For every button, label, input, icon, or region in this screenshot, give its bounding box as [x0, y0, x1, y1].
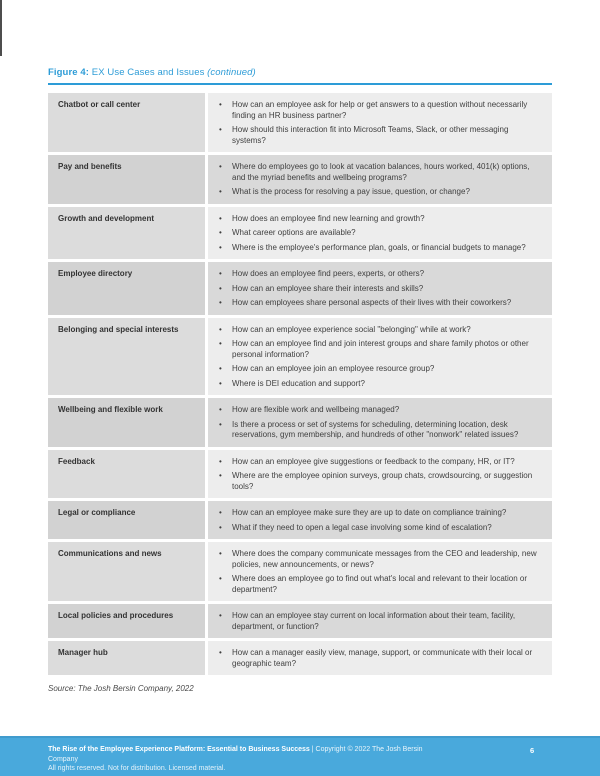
list-item: [216, 284, 542, 295]
bullet-icon: •: [219, 648, 222, 657]
question-text: Where does an employee go to find out what's local and relevant to their location or department?: [232, 574, 528, 594]
use-cases-table: [48, 93, 552, 675]
list-item: [216, 471, 542, 492]
question-text: Where does the company communicate messages from the CEO and leadership, new policies, new announcements, or news?: [232, 549, 537, 569]
bullet-icon: •: [219, 324, 222, 334]
bullet-icon: •: [219, 100, 222, 109]
list-item: [216, 379, 542, 390]
page-number: 6: [530, 746, 535, 755]
question-text: What career options are available?: [232, 228, 356, 237]
row-category: Chatbot or call center: [48, 93, 205, 152]
bullet-icon: •: [219, 339, 222, 348]
table-row-communications: [48, 542, 552, 601]
list-item: [216, 325, 542, 336]
question-text: How can an employee give suggestions or feedback to the company, HR, or IT?: [232, 456, 515, 466]
list-item: [216, 405, 542, 416]
list-item: [216, 420, 542, 441]
bullet-icon: •: [219, 456, 222, 466]
row-questions: [208, 604, 552, 638]
bullet-icon: •: [219, 611, 222, 620]
question-text: How does an employee find peers, experts, or others?: [232, 269, 425, 278]
page-edge-artifact: [0, 0, 2, 56]
question-text: What if they need to open a legal case involving some kind of escalation?: [232, 522, 492, 532]
table-row-chatbot: [48, 93, 552, 152]
bullet-icon: •: [219, 125, 222, 134]
footer-separator: |: [309, 746, 316, 753]
question-text: Where is the employee's performance plan, goals, or financial budgets to manage?: [232, 242, 526, 252]
row-questions: [208, 450, 552, 499]
list-item: [216, 100, 542, 121]
row-questions: [208, 207, 552, 260]
question-text: How can an employee share their interests and skills?: [232, 283, 424, 293]
question-text: Where do employees go to look at vacation balances, hours worked, 401(k) options, and the myriad benefits and wellbeing programs?: [232, 162, 530, 182]
row-category: Feedback: [48, 450, 205, 499]
bullet-icon: •: [219, 298, 222, 307]
question-text: How can a manager easily view, manage, support, or communicate with their local or geographic team?: [232, 648, 533, 668]
table-row-pay-benefits: [48, 155, 552, 204]
list-item: [216, 549, 542, 570]
list-item: [216, 187, 542, 198]
figure-title: [48, 0, 552, 78]
row-category: Employee directory: [48, 262, 205, 315]
question-text: How can an employee ask for help or get answers to a question without necessarily finding an HR business partner?: [232, 100, 528, 120]
bullet-icon: •: [219, 508, 222, 517]
row-questions: [208, 155, 552, 204]
question-text: How can an employee experience social "belonging" while at work?: [232, 324, 471, 334]
list-item: [216, 125, 542, 146]
bullet-icon: •: [219, 187, 222, 196]
row-questions: [208, 262, 552, 315]
table-row-local-policies: [48, 604, 552, 638]
list-item: [216, 298, 542, 309]
row-category: Pay and benefits: [48, 155, 205, 204]
table-row-manager-hub: [48, 641, 552, 675]
figure-continued-note: (continued): [207, 67, 256, 78]
question-text: Where is DEI education and support?: [232, 378, 365, 388]
list-item: [216, 574, 542, 595]
list-item: [216, 523, 542, 534]
table-row-directory: [48, 262, 552, 315]
list-item: [216, 339, 542, 360]
bullet-icon: •: [219, 283, 222, 293]
bullet-icon: •: [219, 471, 222, 480]
table-row-legal: [48, 501, 552, 539]
question-text: How can employees share personal aspects of their lives with their coworkers?: [232, 298, 512, 307]
row-category: Manager hub: [48, 641, 205, 675]
footer-line1: [48, 745, 448, 764]
list-item: [216, 611, 542, 632]
title-divider: [48, 83, 552, 85]
figure-title-text: EX Use Cases and Issues: [91, 67, 208, 78]
row-category: Legal or compliance: [48, 501, 205, 539]
list-item: [216, 228, 542, 239]
figure-label: Figure 4:: [48, 67, 92, 78]
footer-bar: [0, 736, 600, 776]
bullet-icon: •: [219, 522, 222, 532]
bullet-icon: •: [219, 405, 222, 414]
footer-doc-title: The Rise of the Employee Experience Platform: Essential to Business Success: [48, 746, 310, 753]
table-row-feedback: [48, 450, 552, 499]
list-item: [216, 162, 542, 183]
page-content: [48, 0, 552, 693]
question-text: How can an employee join an employee resource group?: [232, 364, 435, 373]
row-category: Growth and development: [48, 207, 205, 260]
source-note: Source: The Josh Bersin Company, 2022: [48, 684, 194, 693]
bullet-icon: •: [219, 228, 222, 237]
footer-copyright: Copyright © 2022 The Josh Bersin Company: [48, 746, 423, 763]
bullet-icon: •: [219, 364, 222, 373]
list-item: [216, 269, 542, 280]
list-item: [216, 243, 542, 254]
footer-text: [48, 745, 448, 774]
row-questions: [208, 501, 552, 539]
question-text: What is the process for resolving a pay issue, question, or change?: [232, 187, 470, 196]
bullet-icon: •: [219, 574, 222, 583]
question-text: How can an employee find and join interest groups and share family photos or other personal information?: [232, 339, 529, 359]
row-questions: [208, 542, 552, 601]
question-text: Where are the employee opinion surveys, group chats, crowdsourcing, or suggestion tools?: [232, 471, 533, 491]
bullet-icon: •: [219, 549, 222, 558]
bullet-icon: •: [219, 162, 222, 171]
bullet-icon: •: [219, 378, 222, 388]
row-questions: [208, 398, 552, 447]
question-text: How can an employee make sure they are up to date on compliance training?: [232, 508, 507, 517]
table-row-growth: [48, 207, 552, 260]
bullet-icon: •: [219, 242, 222, 252]
bullet-icon: •: [219, 419, 222, 429]
table-row-belonging: [48, 318, 552, 396]
question-text: How are flexible work and wellbeing managed?: [232, 405, 400, 414]
table-row-wellbeing: [48, 398, 552, 447]
list-item: [216, 364, 542, 375]
row-category: Local policies and procedures: [48, 604, 205, 638]
list-item: [216, 457, 542, 468]
row-category: Belonging and special interests: [48, 318, 205, 396]
question-text: How should this interaction fit into Microsoft Teams, Slack, or other messaging systems?: [232, 125, 509, 145]
bullet-icon: •: [219, 269, 222, 278]
footer-rights: All rights reserved. Not for distribution. Licensed material.: [48, 765, 226, 772]
list-item: [216, 508, 542, 519]
question-text: How does an employee find new learning and growth?: [232, 213, 425, 223]
question-text: Is there a process or set of systems for scheduling, determining location, desk reservations, gym membership, and hundreds of other "nonwork" related issues?: [232, 419, 519, 439]
list-item: [216, 648, 542, 669]
list-item: [216, 214, 542, 225]
row-questions: [208, 641, 552, 675]
row-questions: [208, 93, 552, 152]
bullet-icon: •: [219, 213, 222, 223]
row-questions: [208, 318, 552, 396]
question-text: How can an employee stay current on local information about their team, facility, department, or function?: [232, 611, 516, 631]
row-category: Wellbeing and flexible work: [48, 398, 205, 447]
row-category: Communications and news: [48, 542, 205, 601]
